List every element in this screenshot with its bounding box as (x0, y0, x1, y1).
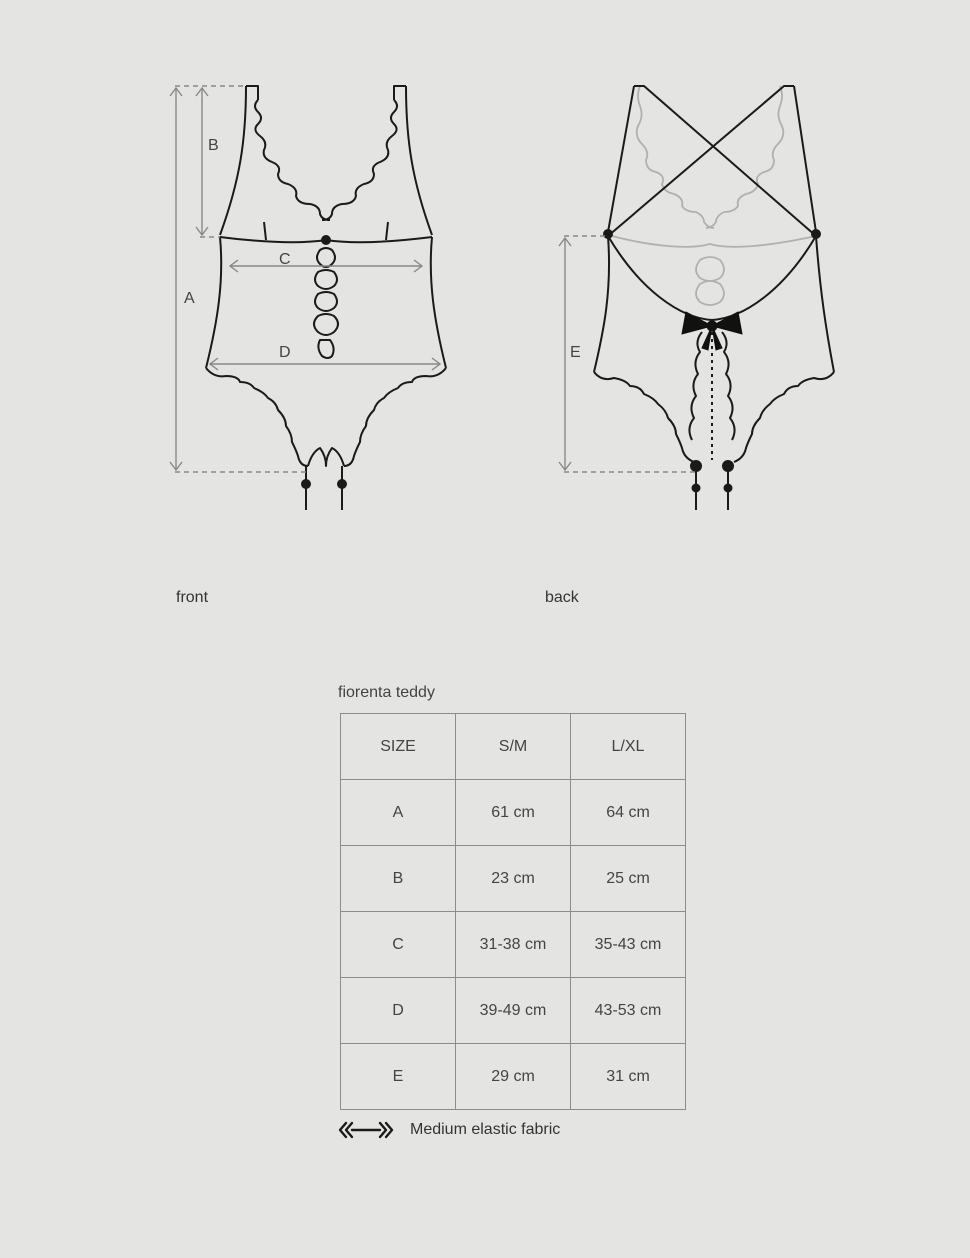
front-label: front (176, 589, 209, 606)
elastic-arrows-icon (338, 1120, 394, 1140)
table-header-cell: L/XL (571, 714, 686, 780)
back-garment-front-ghost (612, 86, 816, 305)
table-row (341, 846, 686, 912)
dimension-label-a: A (184, 290, 195, 307)
table-header-row (341, 714, 686, 780)
table-cell: 64 cm (571, 780, 686, 846)
fabric-legend (338, 1120, 560, 1140)
table-header-cell: S/M (456, 714, 571, 780)
dimension-label-e: E (570, 344, 581, 361)
bow-icon (682, 312, 742, 350)
table-cell: 35-43 cm (571, 912, 686, 978)
table-cell: 43-53 cm (571, 978, 686, 1044)
dimension-label-d: D (279, 344, 291, 361)
size-table (340, 713, 686, 1110)
table-cell: C (341, 912, 456, 978)
table-row (341, 978, 686, 1044)
table-cell: A (341, 780, 456, 846)
table-cell: 25 cm (571, 846, 686, 912)
dimension-label-c: C (279, 251, 291, 268)
table-cell: E (341, 1044, 456, 1110)
table-cell: B (341, 846, 456, 912)
front-dimension-letters (184, 137, 291, 361)
table-row (341, 912, 686, 978)
table-header-cell: SIZE (341, 714, 456, 780)
table-cell: 31-38 cm (456, 912, 571, 978)
table-cell: 31 cm (571, 1044, 686, 1110)
table-row (341, 1044, 686, 1110)
back-garment (594, 86, 834, 510)
table-cell: 29 cm (456, 1044, 571, 1110)
front-garment (206, 86, 446, 510)
legend-text: Medium elastic fabric (410, 1121, 561, 1138)
dimension-label-b: B (208, 137, 219, 154)
table-row (341, 780, 686, 846)
back-label: back (545, 589, 579, 606)
table-cell: 23 cm (456, 846, 571, 912)
table-cell: 39-49 cm (456, 978, 571, 1044)
table-cell: 61 cm (456, 780, 571, 846)
product-title: fiorenta teddy (338, 684, 435, 701)
table-cell: D (341, 978, 456, 1044)
